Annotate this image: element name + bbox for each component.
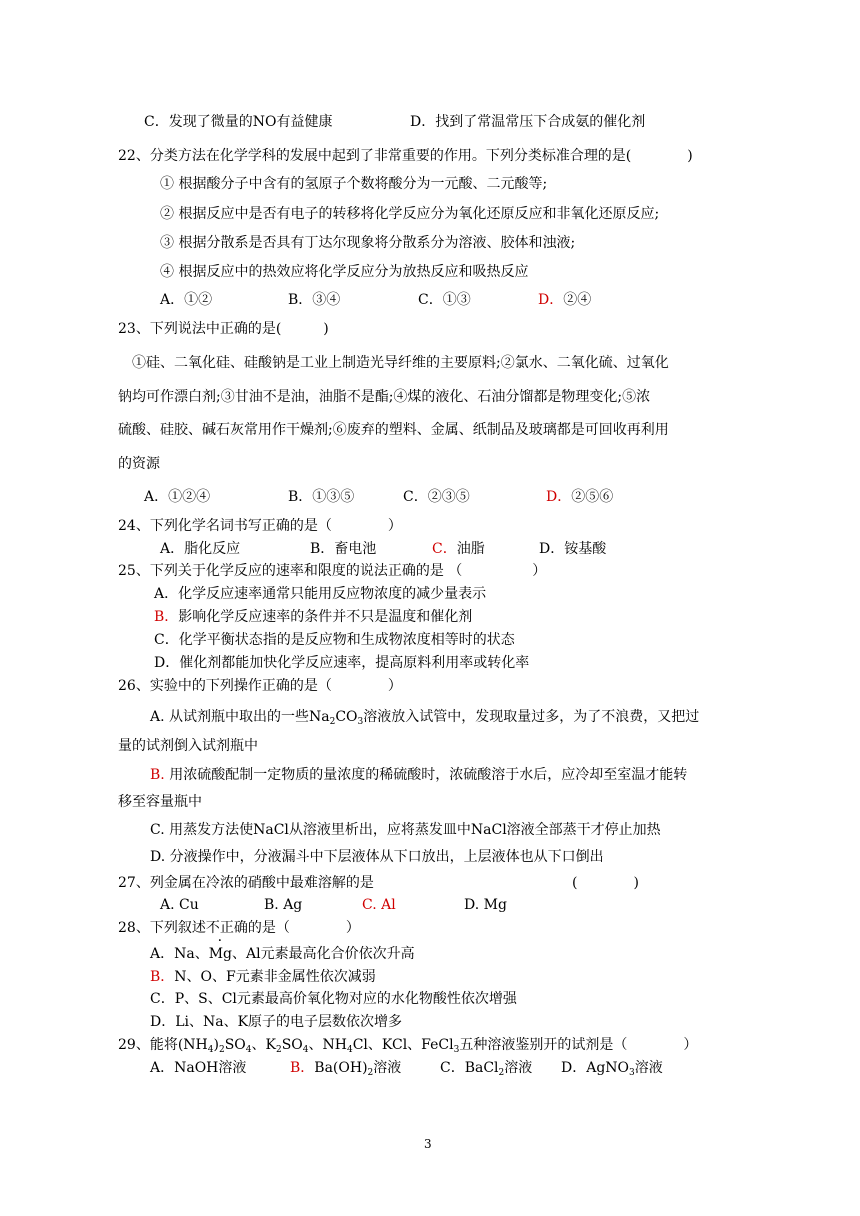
q21-option-d: D．找到了常温常压下合成氨的催化剂 bbox=[410, 114, 646, 130]
q29-answer-letter: B． bbox=[290, 1060, 315, 1076]
q23-body-2: 钠均可作漂白剂;③甘油不是油，油脂不是酯;④煤的液化、石油分馏都是物理变化;⑤浓 bbox=[118, 389, 651, 405]
q28-option-c: C．P、S、Cl元素最高价氧化物对应的水化物酸性依次增强 bbox=[150, 991, 517, 1007]
q23-option-a: A．①②④ bbox=[144, 489, 211, 505]
q25-stem: 25、下列关于化学反应的速率和限度的说法正确的是 （ ） bbox=[118, 563, 547, 579]
q29-option-d: D．AgNO$_3$溶液 bbox=[561, 1060, 663, 1078]
q24-option-d: D．铵基酸 bbox=[539, 541, 607, 557]
q25-option-b: B．影响化学反应速率的条件并不只是温度和催化剂 bbox=[154, 609, 473, 625]
q24-option-a: A．脂化反应 bbox=[160, 541, 241, 557]
q26-answer-letter: B. bbox=[150, 767, 165, 783]
q23-body-1: ①硅、二氧化硅、硅酸钠是工业上制造光导纤维的主要原料;②氯水、二氧化硫、过氧化 bbox=[132, 355, 669, 371]
q26-option-a-line2: 量的试剂倒入试剂瓶中 bbox=[118, 738, 258, 754]
q23-answer-letter: D． bbox=[546, 489, 572, 505]
q28-option-b: B．N、O、F元素非金属性依次减弱 bbox=[150, 969, 376, 985]
q26-option-a-line1: A. 从试剂瓶中取出的一些$Na_2CO_3$溶液放入试管中，发现取量过多，为了不浪费，又把过 bbox=[150, 709, 700, 727]
q24-answer-letter: C． bbox=[432, 541, 457, 557]
q27-option-a: A. Cu bbox=[160, 897, 199, 913]
q28-option-a: A．Na、Mg、Al元素最高化合价依次升高 bbox=[150, 946, 415, 962]
q26-stem: 26、实验中的下列操作正确的是（ ） bbox=[118, 678, 402, 694]
q23-body-3: 硫酸、硅胶、碱石灰常用作干燥剂;⑥废弃的塑料、金属、纸制品及玻璃都是可回收再利用 bbox=[118, 422, 669, 438]
q29-option-c: C．BaCl$_2$溶液 bbox=[440, 1060, 533, 1078]
page-number: 3 bbox=[424, 1137, 432, 1151]
q25-answer-letter: B． bbox=[154, 609, 179, 625]
q26-option-b-line1: B. 用浓硫酸配制一定物质的量浓度的稀硫酸时，浓硫酸溶于水后，应冷却至室温才能转 bbox=[150, 767, 688, 783]
q29-option-a: A．NaOH溶液 bbox=[150, 1060, 247, 1076]
q23-option-c: C．②③⑤ bbox=[403, 489, 470, 505]
q25-option-a: A．化学反应速率通常只能用反应物浓度的减少量表示 bbox=[154, 586, 487, 602]
q27-answer-paren: ( ) bbox=[572, 875, 639, 891]
q28-emphasis: 不正 bbox=[205, 920, 234, 936]
q21-option-c: C．发现了微量的NO有益健康 bbox=[144, 114, 333, 130]
q22-option-d: D．②④ bbox=[538, 292, 592, 308]
q29-stem: 29、能将$(NH_4)_2SO_4$、$K_2SO_4$、$NH_4Cl$、KCl、FeCl$_3$五种溶液鉴别开的试剂是（ ） bbox=[118, 1037, 698, 1055]
q25-option-c: C．化学平衡状态指的是反应物和生成物浓度相等时的状态 bbox=[154, 632, 515, 648]
q23-stem: 23、下列说法中正确的是( ) bbox=[118, 321, 329, 337]
q28-stem: 28、下列叙述不正确的是（ ） bbox=[118, 920, 360, 936]
q28-answer-letter: B． bbox=[150, 969, 175, 985]
q24-option-b: B．畜电池 bbox=[310, 541, 377, 557]
q22-item-2: ② 根据反应中是否有电子的转移将化学反应分为氧化还原反应和非氧化还原反应; bbox=[160, 206, 660, 222]
q23-option-d: D．②⑤⑥ bbox=[546, 489, 614, 505]
q26-option-d: D. 分液操作中，分液漏斗中下层液体从下口放出，上层液体也从下口倒出 bbox=[150, 849, 604, 865]
q27-stem: 27、列金属在冷浓的硝酸中最难溶解的是 bbox=[118, 875, 374, 891]
q24-stem: 24、下列化学名词书写正确的是（ ） bbox=[118, 518, 402, 534]
q27-option-c: C. Al bbox=[362, 897, 396, 913]
q26-option-c: C. 用蒸发方法使NaCl从溶液里析出，应将蒸发皿中NaCl溶液全部蒸干才停止加热 bbox=[150, 822, 661, 838]
q22-option-c: C．①③ bbox=[418, 292, 471, 308]
q23-body-4: 的资源 bbox=[118, 456, 160, 472]
q25-option-d: D．催化剂都能加快化学反应速率，提高原料利用率或转化率 bbox=[154, 655, 530, 671]
q22-option-a: A．①② bbox=[160, 292, 213, 308]
q26-option-b-line2: 移至容量瓶中 bbox=[118, 794, 202, 810]
q23-option-b: B．①③⑤ bbox=[288, 489, 355, 505]
q22-option-b: B．③④ bbox=[288, 292, 341, 308]
q22-item-4: ④ 根据反应中的热效应将化学反应分为放热反应和吸热反应 bbox=[160, 264, 529, 280]
q22-item-1: ① 根据酸分子中含有的氢原子个数将酸分为一元酸、二元酸等; bbox=[160, 176, 548, 192]
q27-option-b: B. Ag bbox=[264, 897, 303, 913]
q22-item-3: ③ 根据分散系是否具有丁达尔现象将分散系分为溶液、胶体和浊液; bbox=[160, 235, 576, 251]
q29-option-b: B．$Ba(OH)_2$溶液 bbox=[290, 1060, 402, 1078]
q24-option-c: C．油脂 bbox=[432, 541, 485, 557]
q22-answer-letter: D． bbox=[538, 292, 564, 308]
q28-option-d: D．Li、Na、K原子的电子层数依次增多 bbox=[150, 1014, 403, 1030]
q22-stem: 22、分类方法在化学学科的发展中起到了非常重要的作用。下列分类标准合理的是( ) bbox=[118, 148, 693, 164]
q27-option-d: D. Mg bbox=[464, 897, 507, 913]
